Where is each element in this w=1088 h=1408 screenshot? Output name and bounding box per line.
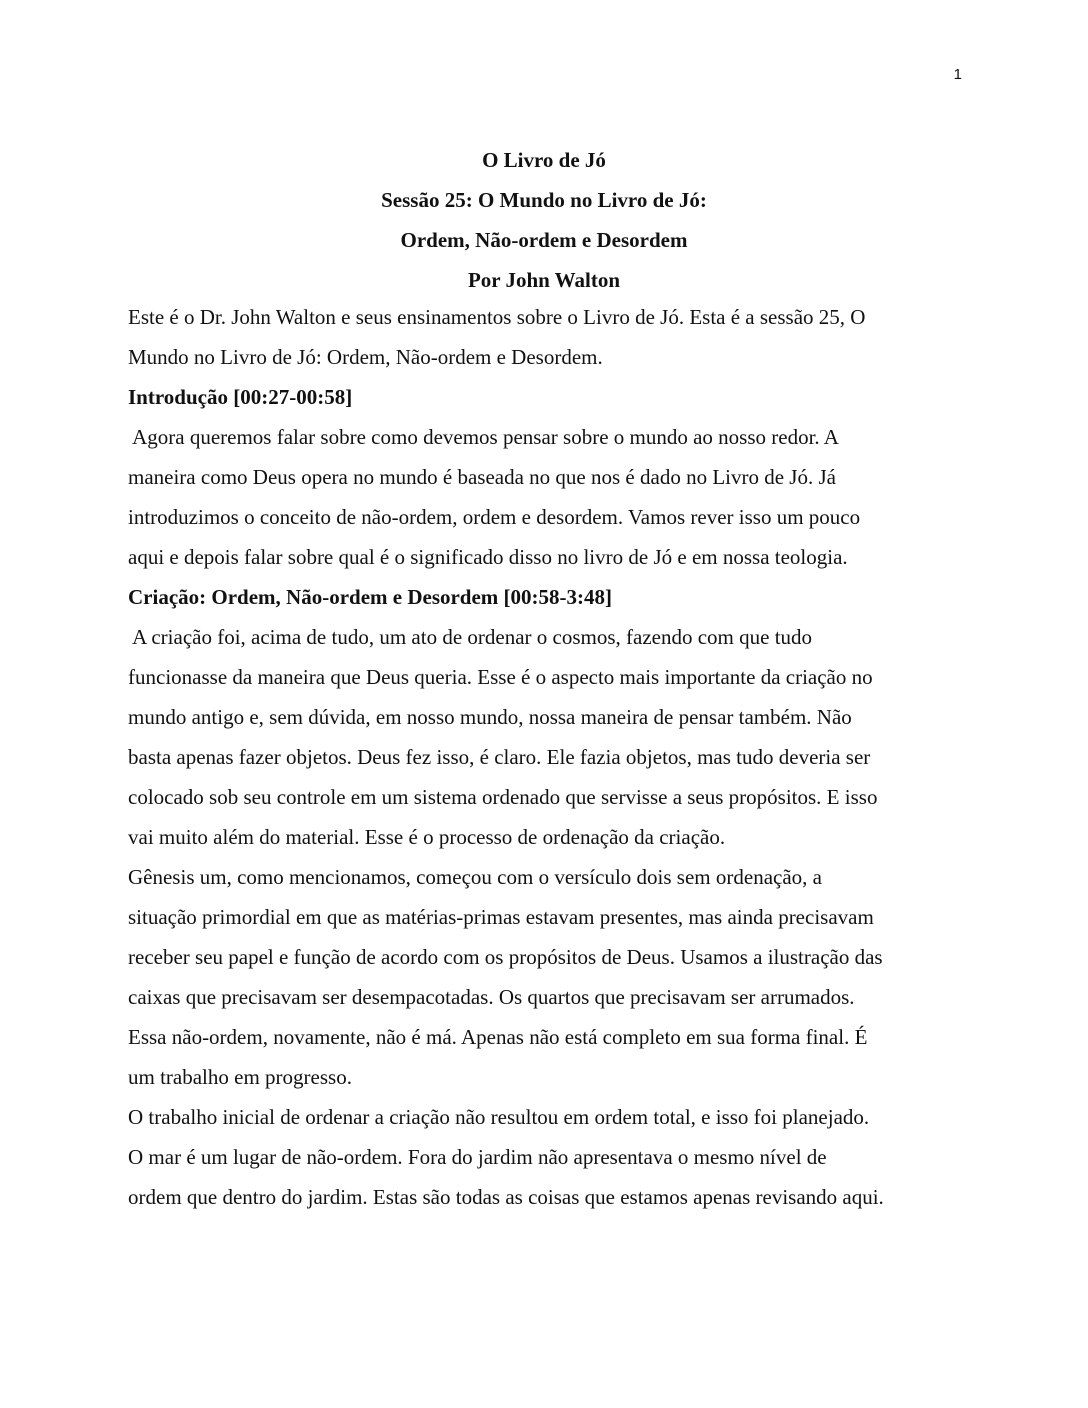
- section-heading-introducao: Introdução [00:27-00:58]: [128, 385, 353, 409]
- paragraph-line: Agora queremos falar sobre como devemos pensar sobre o mundo ao nosso redor. A: [128, 425, 839, 449]
- paragraph-line: receber seu papel e função de acordo com os propósitos de Deus. Usamos a ilustração das: [128, 945, 883, 969]
- paragraph-line: basta apenas fazer objetos. Deus fez isso, é claro. Ele fazia objetos, mas tudo deveria ser: [128, 745, 871, 769]
- paragraph-line: vai muito além do material. Esse é o processo de ordenação da criação.: [128, 825, 726, 849]
- paragraph-line: Gênesis um, como mencionamos, começou com o versículo dois sem ordenação, a: [128, 865, 822, 889]
- paragraph-line: O trabalho inicial de ordenar a criação não resultou em ordem total, e isso foi planejado.: [128, 1105, 870, 1129]
- paragraph-line: Essa não-ordem, novamente, não é má. Apenas não está completo em sua forma final. É: [128, 1025, 868, 1049]
- paragraph-line: ordem que dentro do jardim. Estas são todas as coisas que estamos apenas revisando aqui.: [128, 1185, 884, 1209]
- paragraph-line: funcionasse da maneira que Deus queria. Esse é o aspecto mais importante da criação no: [128, 665, 873, 689]
- paragraph-line: A criação foi, acima de tudo, um ato de ordenar o cosmos, fazendo com que tudo: [128, 625, 813, 649]
- paragraph-line: colocado sob seu controle em um sistema ordenado que servisse a seus propósitos. E isso: [128, 785, 878, 809]
- paragraph-line: O mar é um lugar de não-ordem. Fora do jardim não apresentava o mesmo nível de: [128, 1145, 827, 1169]
- session-subtitle: Ordem, Não-ordem e Desordem: [400, 228, 688, 252]
- paragraph-line: aqui e depois falar sobre qual é o significado disso no livro de Jó e em nossa teologia.: [128, 545, 848, 569]
- intro-line: Este é o Dr. John Walton e seus ensinamentos sobre o Livro de Jó. Esta é a sessão 25, O: [128, 305, 866, 329]
- paragraph-line: introduzimos o conceito de não-ordem, ordem e desordem. Vamos rever isso um pouco: [128, 505, 861, 529]
- paragraph-line: maneira como Deus opera no mundo é baseada no que nos é dado no Livro de Jó. Já: [128, 465, 836, 489]
- paragraph-line: situação primordial em que as matérias-primas estavam presentes, mas ainda precisavam: [128, 905, 874, 929]
- session-title: Sessão 25: O Mundo no Livro de Jó:: [381, 188, 707, 212]
- document-title: [0, 140, 1088, 300]
- book-title: O Livro de Jó: [482, 148, 606, 172]
- author-line: Por John Walton: [467, 268, 621, 292]
- paragraph-line: mundo antigo e, sem dúvida, em nosso mundo, nossa maneira de pensar também. Não: [128, 705, 852, 729]
- document-body: [128, 297, 970, 1217]
- paragraph-line: caixas que precisavam ser desempacotadas. Os quartos que precisavam ser arrumados.: [128, 985, 855, 1009]
- page-number: 1: [953, 66, 962, 83]
- intro-line: Mundo no Livro de Jó: Ordem, Não-ordem e Desordem.: [128, 345, 603, 369]
- paragraph-line: um trabalho em progresso.: [128, 1065, 352, 1089]
- section-heading-criacao: Criação: Ordem, Não-ordem e Desordem [00:58-3:48]: [128, 585, 613, 609]
